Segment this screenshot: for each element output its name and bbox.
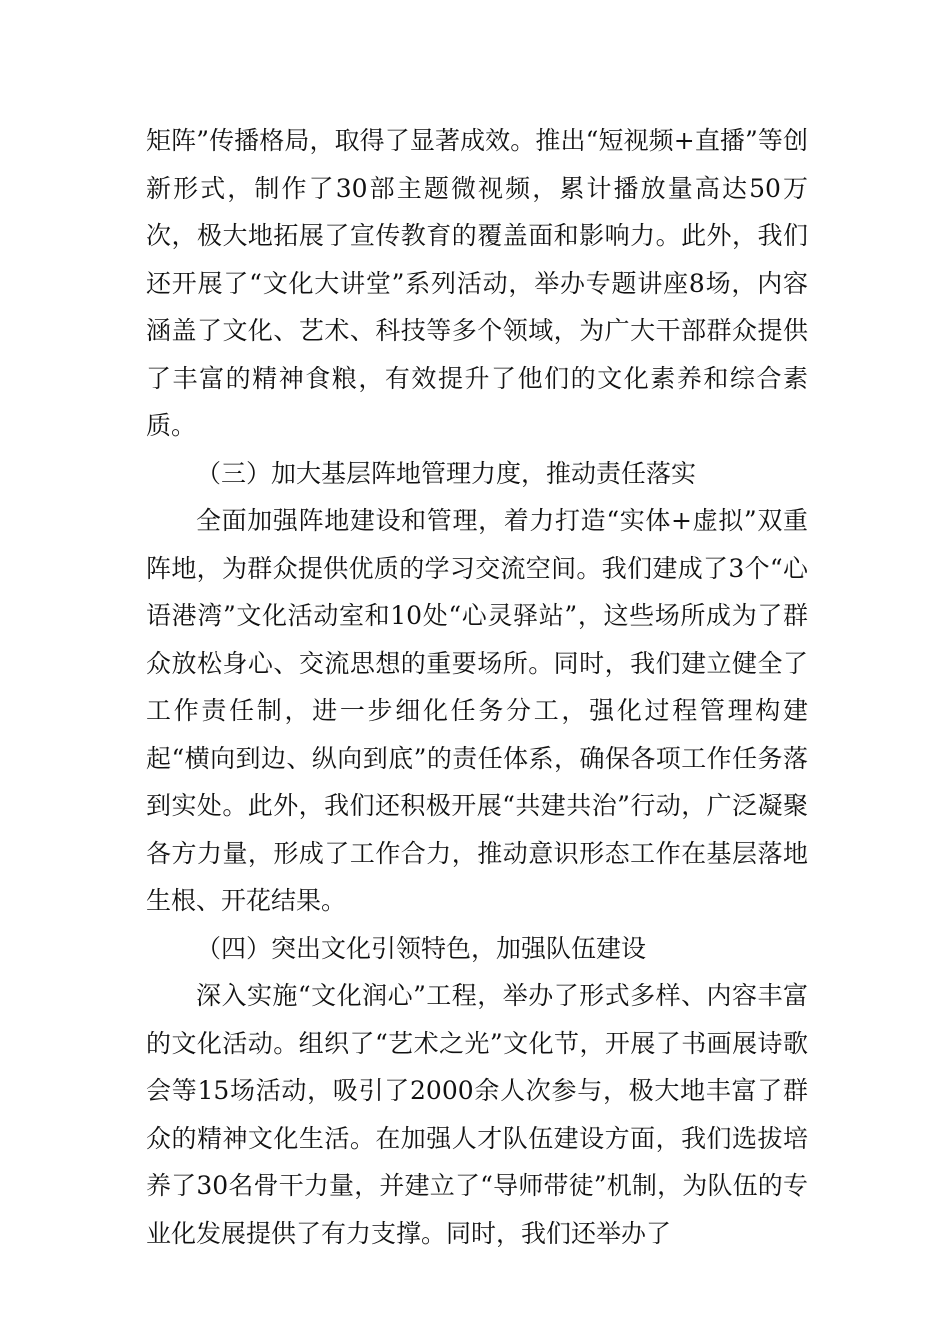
body-paragraph-3: 全面加强阵地建设和管理，着力打造“实体+虚拟”双重阵地，为群众提供优质的学习交流空间。我们建成了3个“心语港湾”文化活动室和10处“心灵驿站”，这些场所成为了群众放松身心、交流思想的重要场所。同时，我们建立健全了工作责任制，进一步细化任务分工，强化过程管理构建起“横向到边、纵向到底”的责任体系，确保各项工作任务落到实处。此外，我们还积极开展“共建共治”行动，广泛凝聚各方力量，形成了工作合力，推动意识形态工作在基层落地生根、开花结果。	[146, 506, 808, 915]
body-paragraph-4: 深入实施“文化润心”工程，举办了形式多样、内容丰富的文化活动。组织了“艺术之光”文化节，开展了书画展诗歌会等15场活动，吸引了2000余人次参与，极大地丰富了群众的精神文化生活。在加强人才队伍建设方面，我们选拔培养了30名骨干力量，并建立了“导师带徒”机制，为队伍的专业化发展提供了有力支撑。同时，我们还举办了	[146, 981, 808, 1248]
section-heading-3: （三）加大基层阵地管理力度，推动责任落实	[196, 458, 697, 488]
body-paragraph-continued: 矩阵”传播格局，取得了显著成效。推出“短视频+直播”等创新形式，制作了30部主题微视频，累计播放量高达50万次，极大地拓展了宣传教育的覆盖面和影响力。此外，我们还开展了“文化大讲堂”系列活动，举办专题讲座8场，内容涵盖了文化、艺术、科技等多个领域，为广大干部群众提供了丰富的精神食粮，有效提升了他们的文化素养和综合素质。	[146, 126, 808, 440]
section-heading-4: （四）突出文化引领特色，加强队伍建设	[196, 933, 647, 963]
